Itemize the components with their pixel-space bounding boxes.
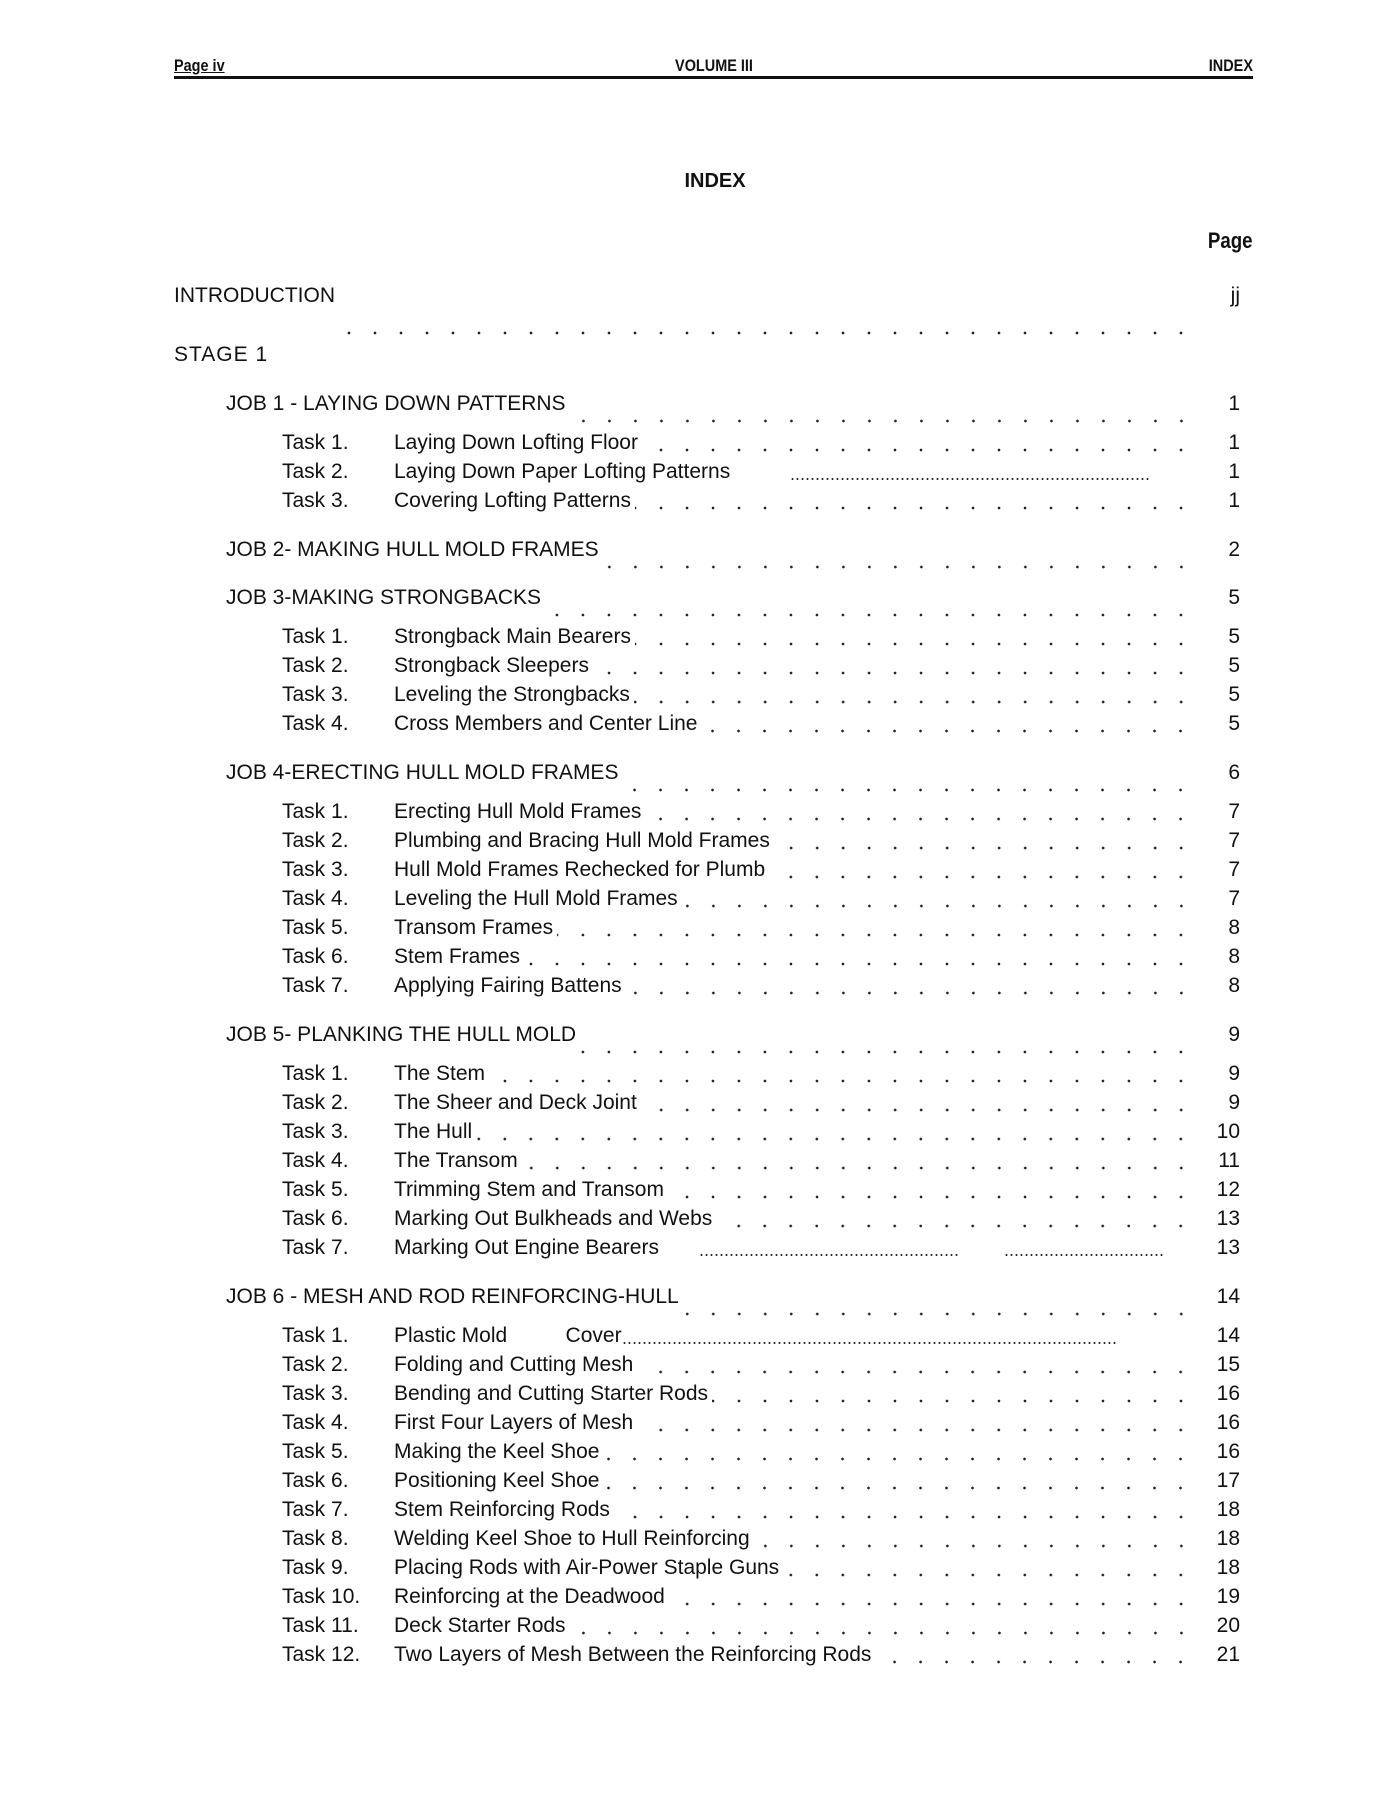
dot-leader <box>603 1486 1194 1490</box>
entry-page: 2 <box>1228 538 1240 561</box>
entry-title: Folding and Cutting Mesh <box>394 1353 634 1376</box>
entry-title: Leveling the Hull Mold Frames <box>394 887 678 910</box>
task-number: Task 5. <box>282 916 349 939</box>
task-number: Task 1. <box>282 1062 349 1085</box>
entry-title: Marking Out Bulkheads and Webs <box>394 1207 713 1230</box>
entry-title: Applying Fairing Battens <box>394 974 622 997</box>
dot-leader <box>699 1253 960 1257</box>
entry-page: 1 <box>1228 489 1240 512</box>
task-number: Task 8. <box>282 1527 349 1550</box>
entry-page: 5 <box>1228 586 1240 609</box>
entry-title: Making the Keel Shoe <box>394 1440 600 1463</box>
task-number: Task 3. <box>282 1120 349 1143</box>
entry-title: Bending and Cutting Starter Rods <box>394 1382 709 1405</box>
entry-title: JOB 6 - MESH AND ROD REINFORCING-HULL <box>226 1285 679 1308</box>
toc-entry-task <box>0 654 1400 683</box>
entry-title: Cross Members and Center Line <box>394 712 698 735</box>
task-number: Task 2. <box>282 460 349 483</box>
entry-page: 15 <box>1216 1353 1240 1376</box>
task-number: Task 4. <box>282 887 349 910</box>
task-number: Task 7. <box>282 1498 349 1521</box>
entry-page: 16 <box>1216 1411 1240 1434</box>
dot-leader <box>570 1631 1194 1635</box>
entry-page: 18 <box>1216 1498 1240 1521</box>
entry-page: 12 <box>1216 1178 1240 1201</box>
entry-page: 21 <box>1216 1643 1240 1666</box>
dot-leader <box>769 875 1194 879</box>
task-number: Task 6. <box>282 1207 349 1230</box>
entry-title: Plumbing and Bracing Hull Mold Frames <box>394 829 770 852</box>
entry-page: 7 <box>1228 800 1240 823</box>
entry-page: 8 <box>1228 916 1240 939</box>
toc-entry-task <box>0 1585 1400 1614</box>
entry-title: Plastic Mold Cover <box>394 1324 622 1347</box>
entry-page: 1 <box>1228 460 1240 483</box>
toc-entry-introduction <box>0 284 1400 343</box>
entry-page: 13 <box>1216 1236 1240 1259</box>
dot-leader <box>668 1195 1194 1199</box>
entry-title: Covering Lofting Patterns <box>394 489 631 512</box>
task-number: Task 3. <box>282 858 349 881</box>
task-number: Task 5. <box>282 1178 349 1201</box>
dot-leader <box>614 1515 1194 1519</box>
toc-entry-task <box>0 460 1400 489</box>
entry-page: 10 <box>1216 1120 1240 1143</box>
entry-page: 9 <box>1228 1062 1240 1085</box>
dot-leader <box>626 991 1194 995</box>
toc-entry-task <box>0 1556 1400 1585</box>
dot-leader <box>522 1166 1194 1170</box>
toc-entry-task <box>0 431 1400 460</box>
entry-title: The Transom <box>394 1149 518 1172</box>
dot-leader <box>603 565 1194 569</box>
toc-entry-job <box>0 1285 1400 1324</box>
entry-title: Marking Out Engine Bearers <box>394 1236 659 1259</box>
entry-title: JOB 4-ERECTING HULL MOLD FRAMES <box>226 761 619 784</box>
entry-title: Strongback Sleepers <box>394 654 589 677</box>
entry-page: 5 <box>1228 625 1240 648</box>
entry-page: 8 <box>1228 945 1240 968</box>
task-number: Task 11. <box>282 1614 359 1637</box>
entry-title: Laying Down Lofting Floor <box>394 431 638 454</box>
task-number: Task 4. <box>282 712 349 735</box>
dot-leader <box>557 933 1194 937</box>
entry-title: Transom Frames <box>394 916 554 939</box>
toc-entry-task <box>0 625 1400 654</box>
dot-leader <box>637 1428 1194 1432</box>
entry-page: 9 <box>1228 1091 1240 1114</box>
entry-page: 7 <box>1228 887 1240 910</box>
dot-leader <box>645 817 1194 821</box>
task-number: Task 5. <box>282 1440 349 1463</box>
dot-leader <box>339 331 1194 335</box>
entry-page: 11 <box>1218 1149 1240 1172</box>
dot-leader <box>622 1341 1116 1345</box>
entry-page: 19 <box>1216 1585 1240 1608</box>
toc-entry-job <box>0 1023 1400 1062</box>
task-number: Task 2. <box>282 1091 349 1114</box>
page-column-heading: Page <box>1208 228 1253 253</box>
entry-title: INTRODUCTION <box>174 284 335 307</box>
entry-title: JOB 5- PLANKING THE HULL MOLD <box>226 1023 577 1046</box>
toc-entry-task <box>0 945 1400 974</box>
dot-leader <box>637 1370 1194 1374</box>
toc-entry-job <box>0 392 1400 431</box>
entry-title: JOB 3-MAKING STRONGBACKS <box>226 586 542 609</box>
dot-leader <box>603 1457 1194 1461</box>
entry-page: 18 <box>1216 1556 1240 1579</box>
dot-leader <box>774 846 1194 850</box>
entry-title: Two Layers of Mesh Between the Reinforcing Rods <box>394 1643 872 1666</box>
task-number: Task 6. <box>282 945 349 968</box>
dot-leader <box>634 700 1194 704</box>
entry-title: Deck Starter Rods <box>394 1614 566 1637</box>
toc-entry-task <box>0 712 1400 741</box>
dot-leader <box>1004 1253 1164 1257</box>
task-number: Task 7. <box>282 974 349 997</box>
dot-leader <box>783 1573 1194 1577</box>
dot-leader <box>701 729 1194 733</box>
dot-leader <box>622 788 1194 792</box>
dot-leader <box>790 477 1150 481</box>
toc-entry-task <box>0 1440 1400 1469</box>
entry-title: Strongback Main Bearers <box>394 625 631 648</box>
entry-page: 16 <box>1216 1382 1240 1405</box>
toc-entry-task <box>0 489 1400 518</box>
dot-leader <box>682 904 1194 908</box>
entry-title: Positioning Keel Shoe <box>394 1469 600 1492</box>
table-of-contents <box>0 284 1400 1672</box>
dot-leader <box>635 642 1194 646</box>
toc-entry-task <box>0 829 1400 858</box>
dot-leader <box>754 1544 1194 1548</box>
toc-entry-task <box>0 1120 1400 1149</box>
entry-title: The Sheer and Deck Joint <box>394 1091 637 1114</box>
entry-title: Reinforcing at the Deadwood <box>394 1585 665 1608</box>
entry-page: 5 <box>1228 712 1240 735</box>
toc-entry-task <box>0 1149 1400 1178</box>
dot-leader <box>712 1399 1194 1403</box>
entry-page: 6 <box>1228 761 1240 784</box>
entry-page: 8 <box>1228 974 1240 997</box>
toc-entry-task <box>0 916 1400 945</box>
page-title: INDEX <box>684 170 746 192</box>
entry-page: 18 <box>1216 1527 1240 1550</box>
dot-leader <box>570 419 1194 423</box>
toc-entry-task <box>0 1091 1400 1120</box>
entry-page: 9 <box>1228 1023 1240 1046</box>
entry-title: Hull Mold Frames Rechecked for Plumb <box>394 858 766 881</box>
entry-page: 14 <box>1216 1324 1240 1347</box>
entry-title: Stem Frames <box>394 945 521 968</box>
task-number: Task 4. <box>282 1149 349 1172</box>
entry-title: Stem Reinforcing Rods <box>394 1498 610 1521</box>
dot-leader <box>476 1137 1194 1141</box>
task-number: Task 3. <box>282 489 349 512</box>
task-number: Task 7. <box>282 1236 349 1259</box>
dot-leader <box>545 613 1194 617</box>
entry-page: 7 <box>1228 829 1240 852</box>
task-number: Task 3. <box>282 1382 349 1405</box>
dot-leader <box>489 1079 1194 1083</box>
entry-title: Placing Rods with Air-Power Staple Guns <box>394 1556 780 1579</box>
task-number: Task 1. <box>282 625 349 648</box>
toc-entry-task <box>0 1643 1400 1672</box>
header-section: INDEX <box>1208 56 1253 75</box>
toc-entry-task <box>0 1353 1400 1382</box>
entry-page: 20 <box>1216 1614 1240 1637</box>
entry-page: 1 <box>1228 392 1240 415</box>
entry-page: jj <box>1230 284 1240 307</box>
toc-entry-task <box>0 683 1400 712</box>
header-page-number: Page iv <box>174 56 225 75</box>
toc-entry-task <box>0 1382 1400 1411</box>
dot-leader <box>642 448 1194 452</box>
toc-entry-task <box>0 1207 1400 1236</box>
entry-page: 17 <box>1216 1469 1240 1492</box>
toc-entry-task <box>0 1614 1400 1643</box>
toc-entry-job <box>0 538 1400 577</box>
toc-entry-task <box>0 1236 1400 1265</box>
toc-entry-task <box>0 887 1400 916</box>
task-number: Task 6. <box>282 1469 349 1492</box>
task-number: Task 1. <box>282 800 349 823</box>
entry-page: 5 <box>1228 654 1240 677</box>
task-number: Task 2. <box>282 654 349 677</box>
toc-entry-task <box>0 1411 1400 1440</box>
toc-entry-task <box>0 800 1400 829</box>
task-number: Task 10. <box>282 1585 361 1608</box>
toc-entry-task <box>0 1498 1400 1527</box>
dot-leader <box>635 506 1194 510</box>
toc-entry-task <box>0 1324 1400 1353</box>
entry-title: JOB 2- MAKING HULL MOLD FRAMES <box>226 538 599 561</box>
task-number: Task 1. <box>282 431 349 454</box>
entry-page: 5 <box>1228 683 1240 706</box>
stage-label: STAGE 1 <box>174 343 269 366</box>
dot-leader <box>593 671 1194 675</box>
entry-page: 13 <box>1216 1207 1240 1230</box>
toc-entry-task <box>0 1469 1400 1498</box>
toc-entry-task <box>0 1062 1400 1091</box>
entry-page: 7 <box>1228 858 1240 881</box>
toc-entry-task <box>0 1178 1400 1207</box>
task-number: Task 1. <box>282 1324 349 1347</box>
task-number: Task 3. <box>282 683 349 706</box>
dot-leader <box>669 1602 1194 1606</box>
dot-leader <box>683 1312 1194 1316</box>
toc-entry-task <box>0 858 1400 887</box>
running-header <box>174 54 1253 79</box>
entry-title: First Four Layers of Mesh <box>394 1411 634 1434</box>
toc-entry-job <box>0 761 1400 800</box>
entry-title: Welding Keel Shoe to Hull Reinforcing <box>394 1527 750 1550</box>
toc-entry-task <box>0 1527 1400 1556</box>
dot-leader <box>716 1224 1194 1228</box>
entry-title: Laying Down Paper Lofting Patterns <box>394 460 731 483</box>
entry-title: JOB 1 - LAYING DOWN PATTERNS <box>226 392 566 415</box>
entry-page: 14 <box>1216 1285 1240 1308</box>
header-volume: VOLUME III <box>674 56 753 75</box>
task-number: Task 9. <box>282 1556 349 1579</box>
task-number: Task 2. <box>282 829 349 852</box>
task-number: Task 4. <box>282 1411 349 1434</box>
stage-heading <box>0 343 1400 392</box>
entry-title: Leveling the Strongbacks <box>394 683 630 706</box>
toc-entry-task <box>0 974 1400 1003</box>
dot-leader <box>524 962 1194 966</box>
toc-entry-job <box>0 586 1400 625</box>
task-number: Task 2. <box>282 1353 349 1376</box>
entry-page: 1 <box>1228 431 1240 454</box>
entry-title: The Stem <box>394 1062 486 1085</box>
entry-title: Erecting Hull Mold Frames <box>394 800 642 823</box>
entry-title: Trimming Stem and Transom <box>394 1178 664 1201</box>
dot-leader <box>580 1050 1194 1054</box>
entry-page: 16 <box>1216 1440 1240 1463</box>
entry-title: The Hull <box>394 1120 473 1143</box>
dot-leader <box>875 1660 1194 1664</box>
task-number: Task 12. <box>282 1643 361 1666</box>
dot-leader <box>641 1108 1194 1112</box>
